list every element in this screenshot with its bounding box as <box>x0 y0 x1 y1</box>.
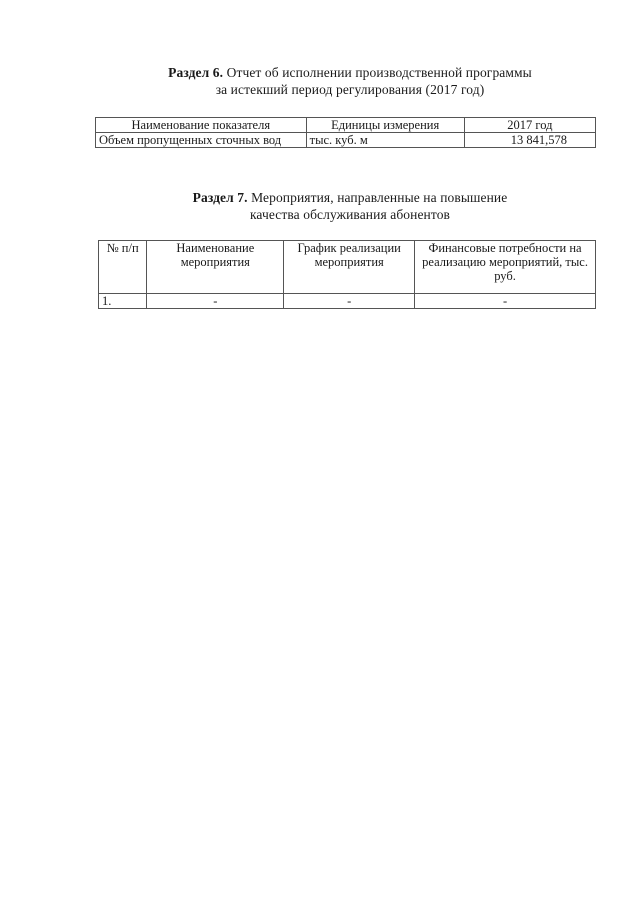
header-units: Единицы измерения <box>306 118 464 133</box>
table-header-row <box>96 118 596 133</box>
section-6-number: Раздел 6. <box>168 65 224 80</box>
section-6-title-text: Отчет об исполнении производственной программы <box>223 65 532 80</box>
header-measure-name: Наименование мероприятия <box>147 241 284 294</box>
cell-value: 13 841,578 <box>464 133 595 148</box>
section-7-heading <box>100 189 600 223</box>
table-row <box>99 294 596 309</box>
production-program-report-table <box>95 117 596 148</box>
service-quality-measures-table <box>98 240 596 309</box>
header-number: № п/п <box>99 241 147 294</box>
cell-units: тыс. куб. м <box>306 133 464 148</box>
table-row <box>96 133 596 148</box>
section-7-title-text: Мероприятия, направленные на повышение <box>247 190 508 205</box>
section-7-title-line2: качества обслуживания абонентов <box>249 207 451 222</box>
header-schedule: График реализации мероприятия <box>284 241 415 294</box>
section-6-heading <box>100 64 600 98</box>
cell-indicator-name: Объем пропущенных сточных вод <box>96 133 307 148</box>
section-6-title-line2: за истекший период регулирования (2017 год) <box>215 82 485 97</box>
header-financial-needs: Финансовые потребности на реализацию мероприятий, тыс. руб. <box>415 241 596 294</box>
section-6-title-line1 <box>168 65 532 80</box>
section-7-number: Раздел 7. <box>192 190 248 205</box>
table-header-row <box>99 241 596 294</box>
cell-financial-needs: - <box>415 294 596 309</box>
cell-schedule: - <box>284 294 415 309</box>
section-7-title-line1 <box>193 190 508 205</box>
header-indicator-name: Наименование показателя <box>96 118 307 133</box>
cell-number: 1. <box>99 294 147 309</box>
cell-measure-name: - <box>147 294 284 309</box>
header-year: 2017 год <box>464 118 595 133</box>
